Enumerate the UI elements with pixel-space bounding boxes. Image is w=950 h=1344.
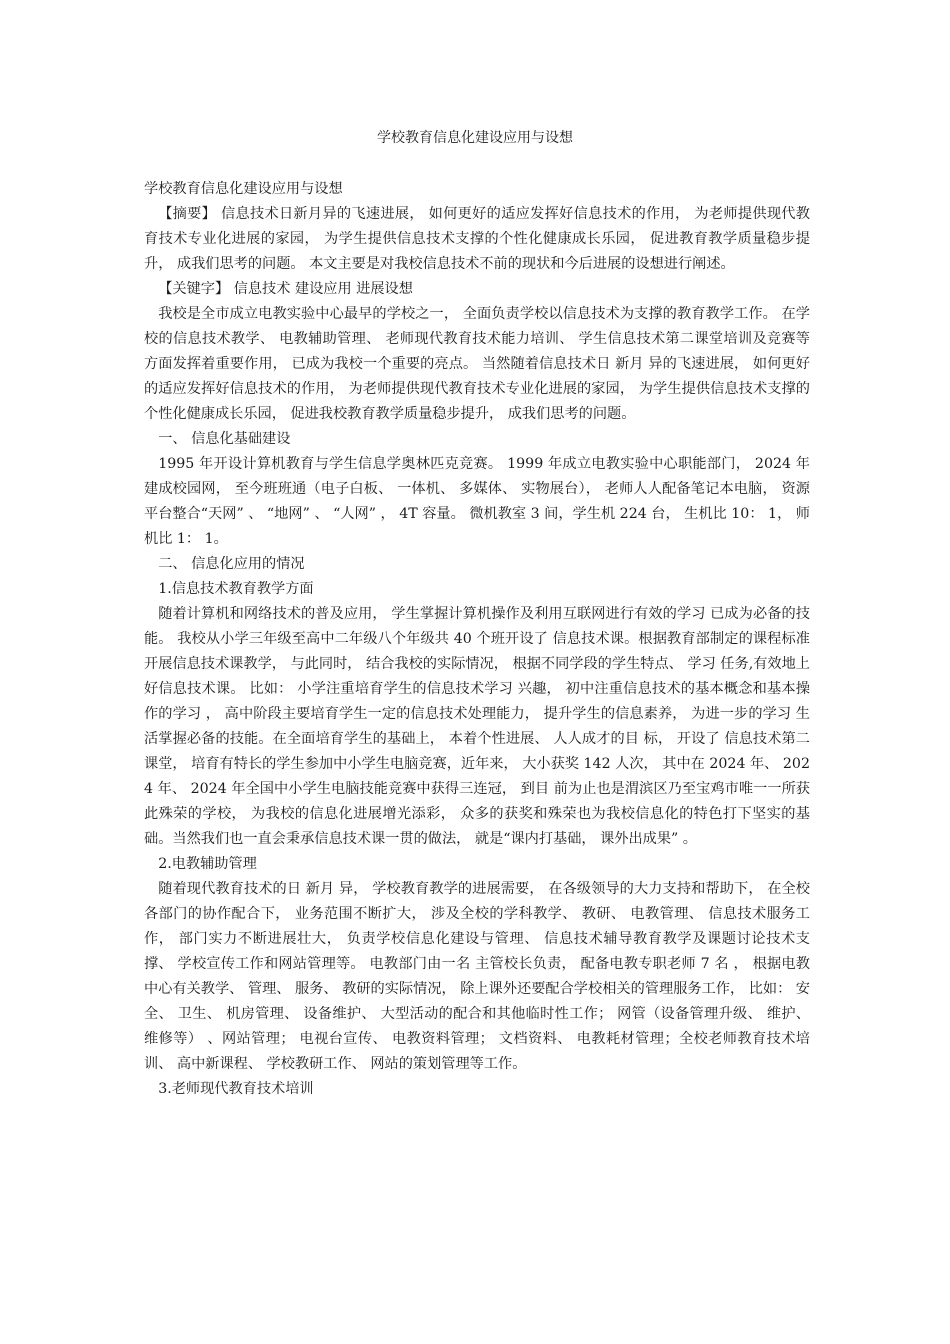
paragraph: 二、 信息化应用的情况 [158, 556, 305, 572]
document-body [144, 177, 810, 1102]
paragraph: 我校是全市成立电教实验中心最早的学校之一， 全面负责学校以信息技术为支撑的教育教学工作。 在学校的信息技术教学、 电教辅助管理、 老师现代教育技术能力培训、 学生信息技术第二课堂培训及竞赛等方面发挥着重要作用， 已成为我校一个重要的亮点。 当然随着信息技术日 新月 异的飞速进展， 如何更好的适应发挥好信息技术的作用， 为老师提供现代教育技术专业化进展的家园， 为学生提供信息技术支撑的个性化健康成长乐园， 促进我校教育教学质量稳步提升， 成我们思考的问题。 [144, 306, 810, 422]
paragraph: 1.信息技术教育教学方面 [158, 581, 314, 597]
document-title: 学校教育信息化建设应用与设想 [377, 130, 573, 146]
paragraph: 随着现代教育技术的日 新月 异， 学校教育教学的进展需要， 在各级领导的大力支持和帮助下， 在全校各部门的协作配合下， 业务范围不断扩大， 涉及全校的学科教学、 教研、 电教管理、 信息技术服务工作， 部门实力不断进展壮大， 负责学校信息化建设与管理、 信息技术辅导教育教学及课题讨论技术支撑、 学校宣传工作和网站管理等。 电教部门由一名 主管校长负责， 配备电教专职老师 7 名 ， 根据电教中心有关教学、 管理、 服务、 教研的实际情况， 除上课外还要配合学校相关的管理服务工作， 比如： 安全、 卫生、 机房管理、 设备维护、 大型活动的配合和其他临时性工作； 网管（设备管理升级、 维护、 维修等） 、网站管理； 电视台宣传、 电教资料管理； 文档资料、 电教耗材管理；全校老师教育技术培训、 高中新课程、 学校教研工作、 网站的策划管理等工作。 [144, 881, 810, 1072]
paragraph: 【关键字】 信息技术 建设应用 进展设想 [158, 281, 413, 297]
paragraph: 学校教育信息化建设应用与设想 [144, 181, 343, 197]
paragraph: 【摘要】 信息技术日新月异的飞速进展， 如何更好的适应发挥好信息技术的作用， 为老师提供现代教育技术专业化进展的家园， 为学生提供信息技术支撑的个性化健康成长乐园， 促进教育教学质量稳步提升， 成我们思考的问题。 本文主要是对我校信息技术不前的现状和今后进展的设想进行阐述。 [144, 206, 810, 272]
paragraph: 2.电教辅助管理 [158, 856, 257, 872]
paragraph: 3.老师现代教育技术培训 [158, 1081, 314, 1097]
paragraph: 一、 信息化基础建设 [158, 431, 291, 447]
paragraph: 随着计算机和网络技术的普及应用， 学生掌握计算机操作及利用互联网进行有效的学习 已成为必备的技能。 我校从小学三年级至高中二年级八个年级共 40 个班开设了 信息技术课。根据教育部制定的课程标准开展信息技术课教学， 与此同时， 结合我校的实际情况， 根据不同学段的学生特点、 学习 任务,有效地上好信息技术课。 比如： 小学注重培育学生的信息技术学习 兴趣， 初中注重信息技术的基本概念和基本操作的学习 ， 高中阶段主要培育学生一定的信息技术处理能力， 提升学生的信息素养， 为进一步的学习 生活掌握必备的技能。在全面培育学生的基础上， 本着个性进展、 人人成才的目 标， 开设了 信息技术第二课堂， 培育有特长的学生参加中小学生电脑竞赛，近年来， 大小获奖 142 人次， 其中在 2024 年、 2024 年、 2024 年全国中小学生电脑技能竞赛中获得三连冠， 到目 前为止也是渭滨区乃至宝鸡市唯一一所获此殊荣的学校， 为我校的信息化进展增光添彩， 众多的获奖和殊荣也为我校信息化的特色打下坚实的基础。当然我们也一直会秉承信息技术课一贯的做法， 就是“课内打基础， 课外出成果” 。 [144, 606, 810, 847]
paragraph: 1995 年开设计算机教育与学生信息学奥林匹克竞赛。 1999 年成立电教实验中心职能部门， 2024 年建成校园网， 至今班班通（电子白板、 一体机、 多媒体、 实物展台）， 老师人人配备笔记本电脑， 资源平台整合“天网” 、 “地网” 、 “人网” ， 4T 容量。 微机教室 3 间，学生机 224 台， 生机比 10： 1， 师机比 1： 1。 [144, 456, 810, 547]
